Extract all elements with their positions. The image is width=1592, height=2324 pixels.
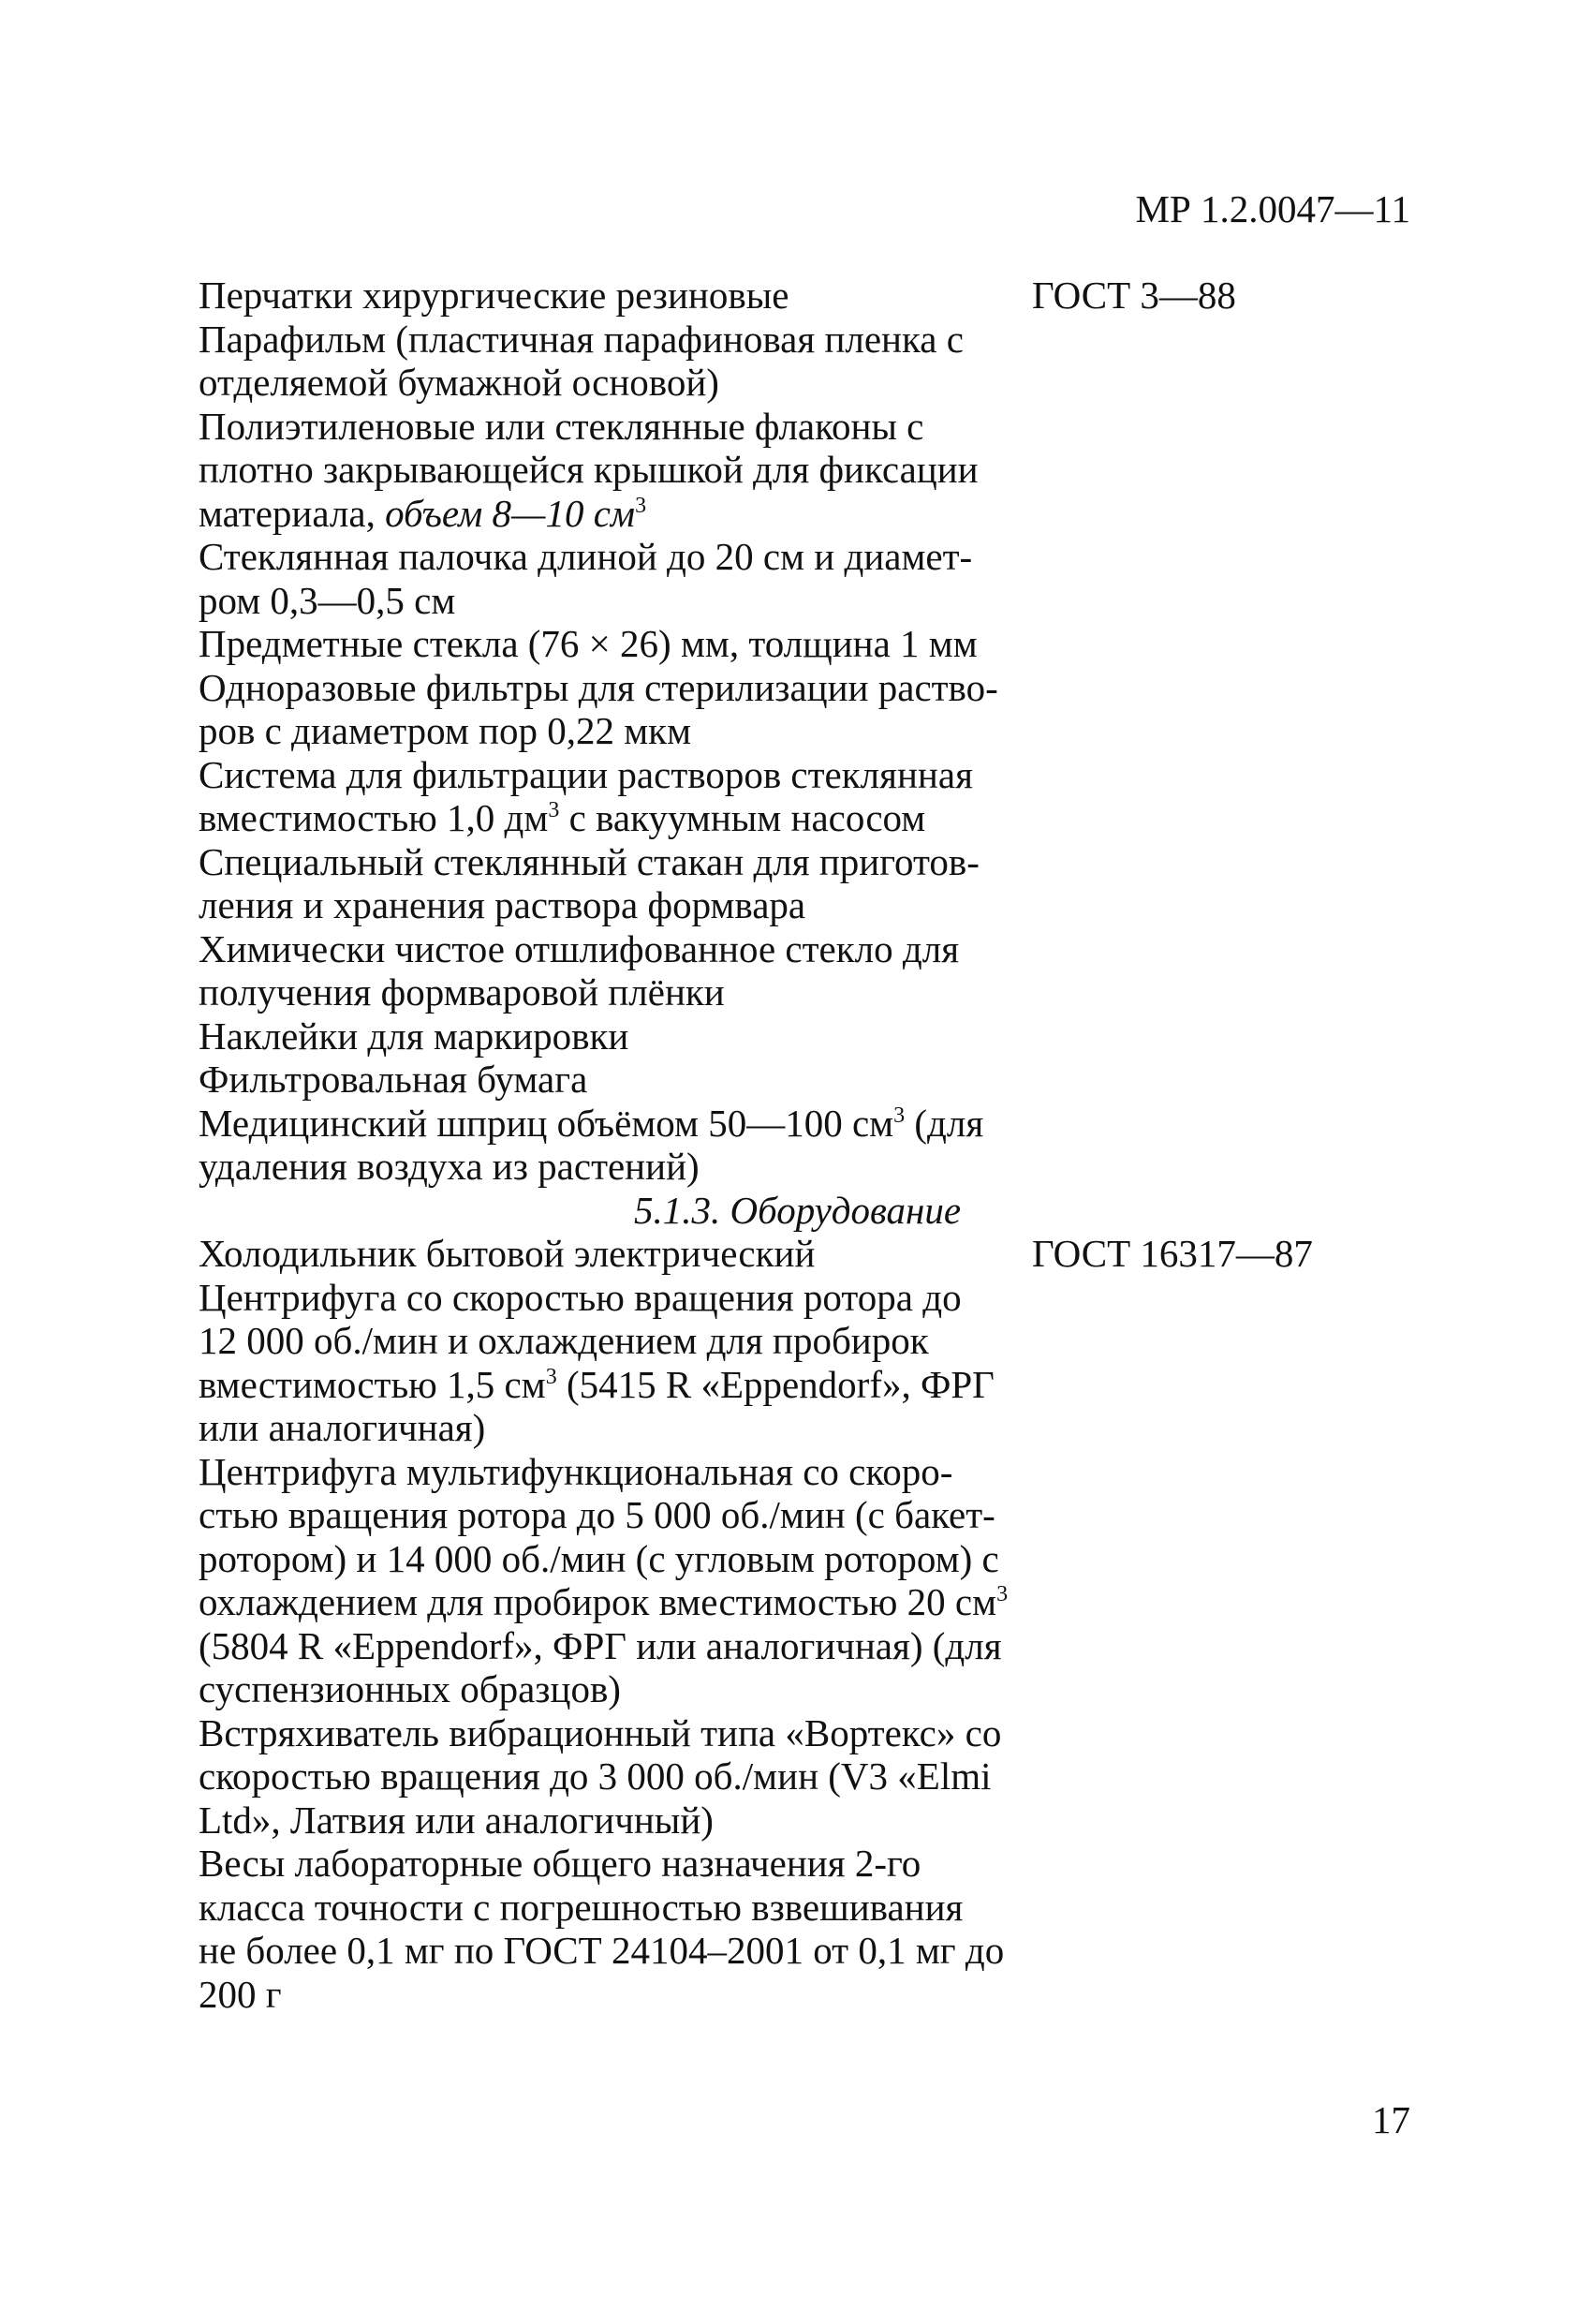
equipment-item-description: [199, 1276, 1013, 1450]
section-title: 5.1.3. Оборудование: [634, 1188, 962, 1232]
description-text: Медицинский шприц объёмом 50—100 см: [199, 1101, 894, 1145]
material-item-standard: [1013, 1058, 1032, 1102]
material-item: [199, 535, 1416, 622]
equipment-item-standard: [1013, 1450, 1032, 1711]
description-text: Полиэтиленовые или стеклянные флаконы с плотно закрывающейся крышкой для фиксации материала,: [199, 404, 979, 535]
material-item-description: [199, 535, 1013, 622]
description-text: Весы лабораторные общего назначения 2-го класса точности с погрешностью взвешивания не более 0,1 мг по ГОСТ 24104–2001 от 0,1 мг до 200 г: [199, 1842, 1005, 2016]
description-italic-text: объем 8—10 см: [385, 491, 636, 535]
description-text: Предметные стекла (76 × 26) мм, толщина 1 мм: [199, 622, 978, 665]
material-item-standard: [1013, 405, 1032, 536]
material-item-description: [199, 840, 1013, 927]
description-text: Центрифуга мультифункциональная со скоро- стью вращения ротора до 5 000 об./мин (с бакет- ротором) и 14 000 об./мин (с угловым ротором) с охлаждением для пробирок вместимостью 20 см: [199, 1449, 999, 1623]
description-text: Химически чистое отшлифованное стекло для получения формваровой плёнки: [199, 926, 960, 1014]
superscript: 3: [635, 493, 647, 518]
equipment-item-description: [199, 1232, 1013, 1276]
description-tail-text: (5415 R «Eppendorf», ФРГ или аналогичная): [199, 1362, 995, 1449]
page-number: 17: [1372, 2098, 1410, 2141]
material-item-standard: [1013, 1102, 1032, 1189]
description-text: Стеклянная палочка длиной до 20 см и диамет- ром 0,3—0,5 см: [199, 535, 973, 622]
material-item-description: [199, 753, 1013, 840]
description-text: Наклейки для маркировки: [199, 1014, 629, 1058]
superscript: 3: [893, 1103, 906, 1128]
equipment-item-description: [199, 1842, 1013, 2016]
material-item-description: [199, 1014, 1013, 1058]
material-item-standard: [1013, 318, 1032, 405]
material-item-description: [199, 1102, 1013, 1189]
description-text: Парафильм (пластичная парафиновая пленка с отделяемой бумажной основой): [199, 317, 964, 404]
material-item: [199, 840, 1416, 927]
equipment-item-standard: ГОСТ 16317—87: [1032, 1232, 1313, 1275]
equipment-item: [199, 1450, 1416, 1711]
material-item-standard: [1013, 535, 1032, 622]
material-item-standard: ГОСТ 3—88: [1032, 274, 1236, 317]
equipment-item-standard: [1013, 1276, 1032, 1450]
superscript: 3: [548, 798, 560, 822]
description-tail-text: (5804 R «Eppendorf», ФРГ или аналогичная) (для суспензионных образцов): [199, 1623, 1002, 1710]
material-item: [199, 405, 1416, 536]
superscript: 3: [996, 1582, 1009, 1606]
description-text: Встряхиватель вибрационный типа «Вортекс» со скоростью вращения до 3 000 об./мин (V3 «Elmi Ltd», Латвия или аналогичный): [199, 1710, 1002, 1842]
material-item: [199, 318, 1416, 405]
material-item-standard: [1013, 927, 1032, 1014]
material-item-description: [199, 927, 1013, 1014]
description-text: Центрифуга со скоростью вращения ротора до 12 000 об./мин и охлаждением для пробирок вместимостью 1,5 см: [199, 1275, 962, 1406]
material-item: [199, 1058, 1416, 1102]
equipment-item-description: [199, 1711, 1013, 1843]
equipment-item: [199, 1276, 1416, 1450]
material-item-standard: [1013, 1014, 1032, 1058]
description-text: Система для фильтрации растворов стеклянная вместимостью 1,0 дм: [199, 752, 973, 839]
material-item: [199, 927, 1416, 1014]
document-code: МР 1.2.0047—11: [1135, 187, 1410, 230]
material-item-description: [199, 1058, 1013, 1102]
equipment-item-standard: [1013, 1711, 1032, 1843]
description-text: Фильтровальная бумага: [199, 1058, 588, 1101]
description-text: Холодильник бытовой электрический: [199, 1232, 816, 1275]
material-item: [199, 753, 1416, 840]
material-item-description: [199, 666, 1013, 753]
description-text: Одноразовые фильтры для стерилизации раство- ров с диаметром пор 0,22 мкм: [199, 665, 998, 752]
description-tail-text: (для удаления воздуха из растений): [199, 1101, 984, 1188]
requirements-list: [199, 274, 1416, 2016]
equipment-item-description: [199, 1450, 1013, 1711]
material-item: [199, 1102, 1416, 1189]
material-item-standard: [1013, 666, 1032, 753]
material-item-description: [199, 622, 1013, 666]
equipment-item: [199, 1232, 1416, 1276]
superscript: 3: [545, 1364, 557, 1389]
equipment-item: [199, 1711, 1416, 1843]
equipment-item: [199, 1842, 1416, 2016]
equipment-item-standard: [1013, 1842, 1032, 2016]
material-item-description: [199, 318, 1013, 405]
material-item-standard: [1013, 840, 1032, 927]
material-item: [199, 1014, 1416, 1058]
material-item: [199, 622, 1416, 666]
description-text: Специальный стеклянный стакан для приготов- ления и хранения раствора формвара: [199, 839, 980, 926]
material-item-standard: [1013, 753, 1032, 840]
material-item: [199, 274, 1416, 318]
description-tail-text: с вакуумным насосом: [559, 796, 926, 839]
material-item-standard: [1013, 622, 1032, 666]
material-item-description: [199, 405, 1013, 536]
material-item-description: [199, 274, 1013, 318]
description-text: Перчатки хирургические резиновые: [199, 274, 789, 317]
material-item: [199, 666, 1416, 753]
